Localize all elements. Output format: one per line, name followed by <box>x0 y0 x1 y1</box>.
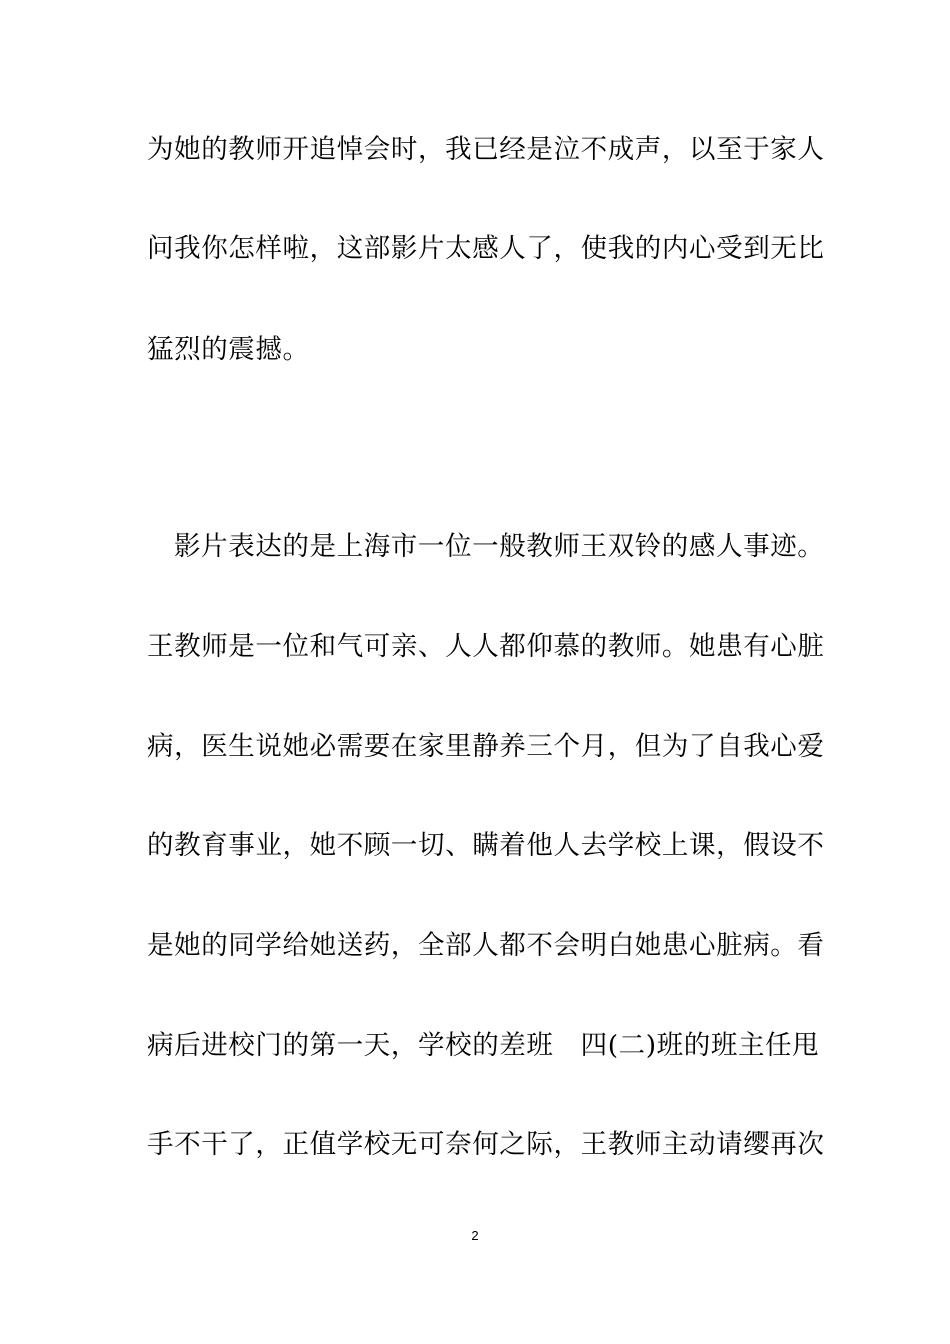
paragraph-2-line-1: 影片表达的是上海市一位一般教师王双铃的感人事迹。 <box>174 531 825 562</box>
paragraph-1-line-2: 问我你怎样啦，这部影片太感人了，使我的内心受到无比 <box>147 233 825 264</box>
page-number: 2 <box>471 1228 479 1243</box>
paragraph-2-line-7: 手不干了，正值学校无可奈何之际，王教师主动请缨再次 <box>147 1129 825 1160</box>
paragraph-2-line-4: 的教育事业，她不顾一切、瞒着他人去学校上课，假设不 <box>147 830 825 861</box>
paragraph-2-line-3: 病，医生说她必需要在家里静养三个月，但为了自我心爱 <box>147 731 825 762</box>
paragraph-2-line-2: 王教师是一位和气可亲、人人都仰慕的教师。她患有心脏 <box>147 631 825 662</box>
paragraph-2-line-6: 病后进校门的第一天，学校的差班 四(二)班的班主任甩 <box>147 1030 820 1061</box>
paragraph-2-line-5: 是她的同学给她送药，全部人都不会明白她患心脏病。看 <box>147 930 825 961</box>
paragraph-1-line-1: 为她的教师开追悼会时，我已经是泣不成声，以至于家人 <box>147 134 825 165</box>
paragraph-1-line-3: 猛烈的震撼。 <box>147 334 310 365</box>
